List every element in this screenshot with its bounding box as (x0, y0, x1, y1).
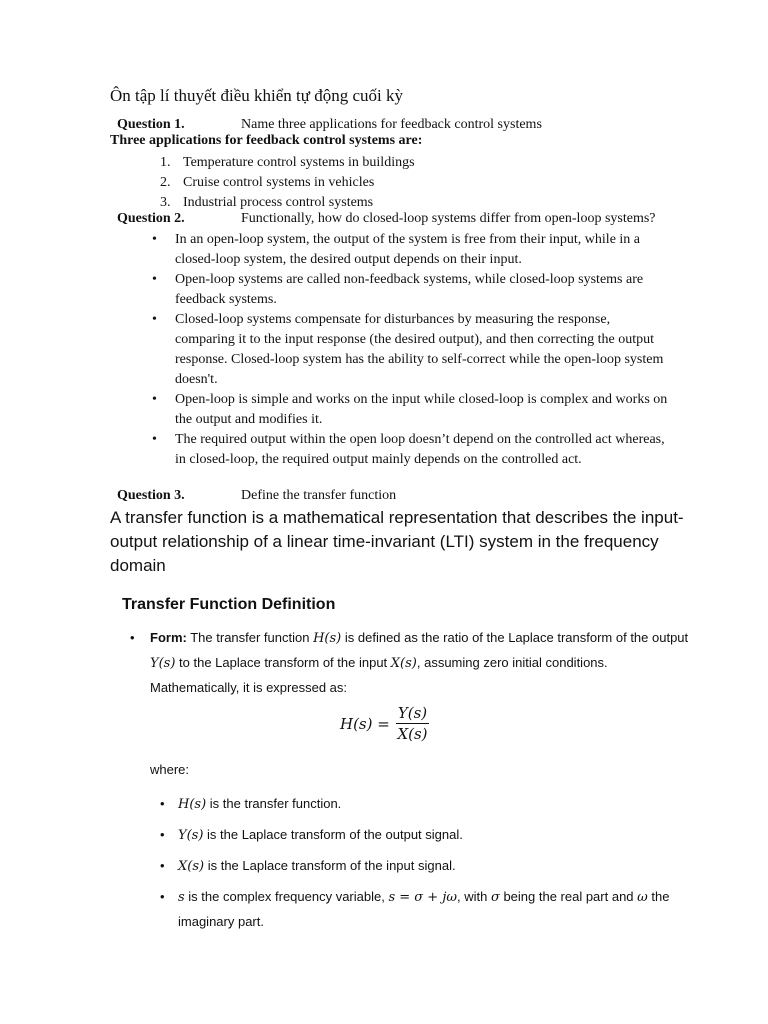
list-item (160, 153, 415, 173)
math-symbol: Y(s) (178, 828, 204, 843)
math-symbol: σ (490, 890, 500, 905)
question-2-text: Functionally, how do closed-loop systems differ from open-loop systems? (241, 211, 656, 226)
definition-text: is the Laplace transform of the output signal. (207, 827, 463, 842)
list-item (160, 885, 680, 934)
form-text: The transfer function (190, 630, 310, 645)
math-symbol: H(s) (178, 797, 207, 812)
where-label: where: (150, 762, 190, 777)
question-3-heading (117, 488, 396, 504)
definition-text: being the real part and (503, 889, 634, 904)
list-item: • Open-loop systems are called non-feedback systems, while closed-loop systems are feedback systems. (152, 270, 672, 310)
definition-list (160, 792, 680, 940)
definition-text: is the transfer function. (209, 796, 342, 811)
list-item (160, 823, 680, 848)
list-item: • In an open-loop system, the output of the system is free from their input, while in a closed-loop system, the desired output depends on their input. (152, 230, 672, 270)
list-item: • Closed-loop systems compensate for disturbances by measuring the response, comparing it to the input response (the desired output), and then correcting the output response. Closed-loop system has the ability to self-correct while the open-loop system doesn't. (152, 310, 672, 390)
math-symbol: X(s) (178, 859, 205, 874)
question-2-list (152, 230, 672, 470)
list-item-text: Cruise control systems in vehicles (183, 175, 375, 190)
form-paragraph (130, 626, 690, 700)
question-1-text: Name three applications for feedback control systems (241, 117, 542, 132)
list-item (160, 854, 680, 879)
formula-lhs: H(s) = (340, 714, 390, 733)
math-symbol-h: H(s) (313, 631, 342, 646)
definition-text: is the complex frequency variable, (188, 889, 385, 904)
question-1-heading (117, 117, 542, 133)
list-item-text: Industrial process control systems (183, 195, 374, 210)
question-2-label: Question 2. (117, 211, 185, 226)
question-3-label: Question 3. (117, 488, 185, 503)
math-equation: s = σ + jω (388, 890, 457, 905)
question-1-label: Question 1. (117, 117, 185, 132)
question-3-answer: A transfer function is a mathematical representation that describes the input-output relationship of a linear time-invariant (LTI) system in the frequency domain (110, 508, 684, 575)
definition-text: is the Laplace transform of the input signal. (207, 858, 456, 873)
transfer-function-formula (340, 704, 429, 743)
definition-text: , with (456, 889, 488, 904)
question-3-text: Define the transfer function (241, 488, 397, 503)
formula-denominator: X(s) (397, 725, 428, 743)
question-2-heading (117, 211, 656, 227)
definition-text: the imaginary part. (178, 889, 670, 929)
list-item (160, 173, 415, 193)
list-item-number: 1. (160, 155, 171, 170)
list-item-number: 3. (160, 195, 171, 210)
math-symbol: ω (637, 890, 648, 905)
section-heading: Transfer Function Definition (122, 596, 336, 613)
form-label: Form: (150, 630, 187, 645)
list-item-number: 2. (160, 175, 171, 190)
form-text: to the Laplace transform of the input (179, 655, 388, 670)
page-title: Ôn tập lí thuyết điều khiển tự động cuối kỳ (110, 86, 403, 105)
list-item (160, 792, 680, 817)
form-text: is defined as the ratio of the Laplace transform of the output (344, 630, 689, 645)
math-symbol-x: X(s) (390, 656, 417, 671)
math-symbol-y: Y(s) (150, 656, 176, 671)
formula-fraction (396, 704, 429, 743)
list-item (160, 193, 415, 213)
list-item: • Open-loop is simple and works on the input while closed-loop is complex and works on the output and modifies it. (152, 390, 672, 430)
math-symbol: s (178, 890, 185, 905)
list-item-text: Temperature control systems in buildings (183, 155, 415, 170)
list-item: • The required output within the open loop doesn’t depend on the controlled act whereas, in closed-loop, the required output mainly depends on the controlled act. (152, 430, 672, 470)
bullet: • (130, 630, 135, 645)
form-text: , assuming zero initial conditions. Mathematically, it is expressed as: (150, 655, 608, 695)
formula-numerator: Y(s) (397, 704, 428, 722)
question-1-list (160, 153, 415, 213)
question-1-answer-title: Three applications for feedback control systems are: (110, 133, 423, 148)
